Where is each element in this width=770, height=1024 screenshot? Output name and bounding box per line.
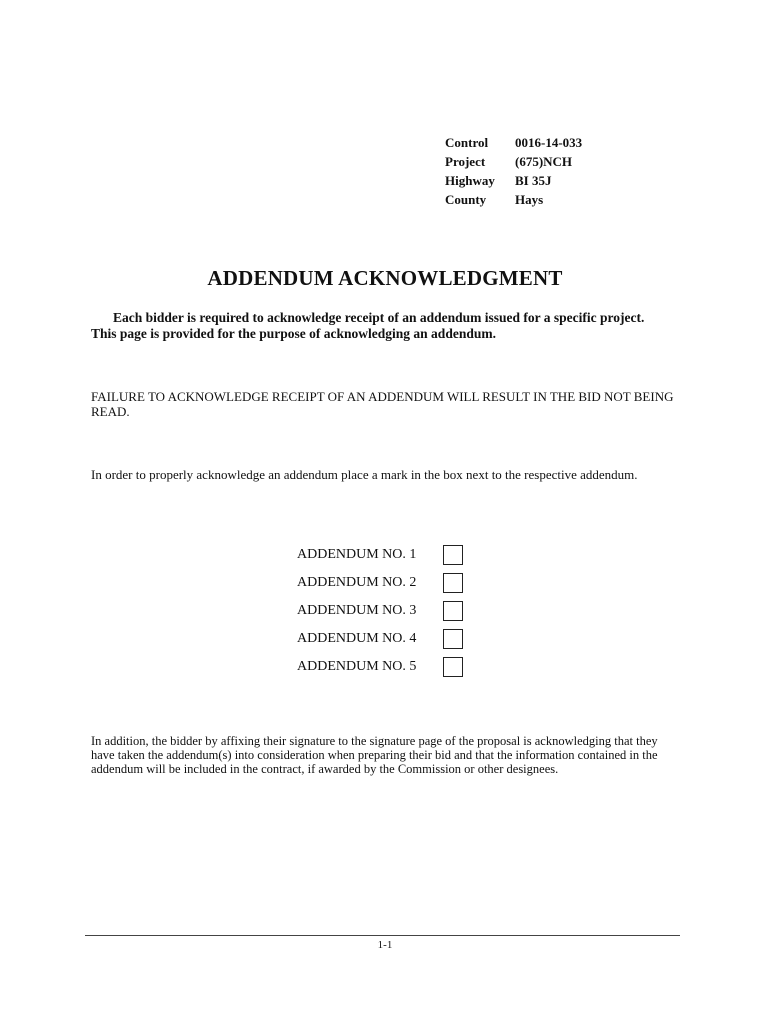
page-number: 1-1 [377,939,393,951]
addendum-checkbox-1[interactable] [443,545,463,565]
addendum-checkbox-3[interactable] [443,601,463,621]
footer-divider [85,935,680,936]
addendum-label-4: ADDENDUM NO. 4 [297,631,417,646]
addendum-row-5 [297,653,463,681]
highway-label: Highway [445,173,495,188]
info-row-county [445,190,582,209]
addendum-checkbox-2[interactable] [443,573,463,593]
addendum-row-1 [297,541,463,569]
addendum-label-5: ADDENDUM NO. 5 [297,659,417,674]
control-value: 0016-14-033 [515,135,583,150]
info-row-highway [445,171,582,190]
project-value: (675)NCH [515,154,573,169]
info-row-control [445,133,582,152]
addendum-label-1: ADDENDUM NO. 1 [297,547,417,562]
project-label: Project [445,154,486,169]
instruction-text: In order to properly acknowledge an addendum place a mark in the box next to the respective addendum. [91,467,638,482]
addendum-row-4 [297,625,463,653]
highway-value: BI 35J [515,173,552,188]
county-value: Hays [515,192,544,207]
closing-paragraph: In addition, the bidder by affixing their signature to the signature page of the proposal is acknowledging that they have taken the addendum(s) into consideration when preparing their bid and that the information contained in the addendum will be included in the contract, if awarded by the Commission or other designees. [91,734,658,776]
intro-text: Each bidder is required to acknowledge receipt of an addendum issued for a specific project. This page is provided for the purpose of acknowledging an addendum. [91,310,645,341]
info-row-project [445,152,582,171]
project-info [445,133,582,209]
addendum-row-2 [297,569,463,597]
intro-paragraph [91,310,671,342]
addendum-label-2: ADDENDUM NO. 2 [297,575,417,590]
addendum-label-3: ADDENDUM NO. 3 [297,603,417,618]
addendum-checkbox-4[interactable] [443,629,463,649]
addendum-checkbox-5[interactable] [443,657,463,677]
control-label: Control [445,135,489,150]
county-label: County [445,192,487,207]
page-title: ADDENDUM ACKNOWLEDGMENT [207,266,563,290]
addenda-list [297,541,463,681]
addendum-row-3 [297,597,463,625]
failure-notice: FAILURE TO ACKNOWLEDGE RECEIPT OF AN ADDENDUM WILL RESULT IN THE BID NOT BEING READ. [91,389,674,419]
